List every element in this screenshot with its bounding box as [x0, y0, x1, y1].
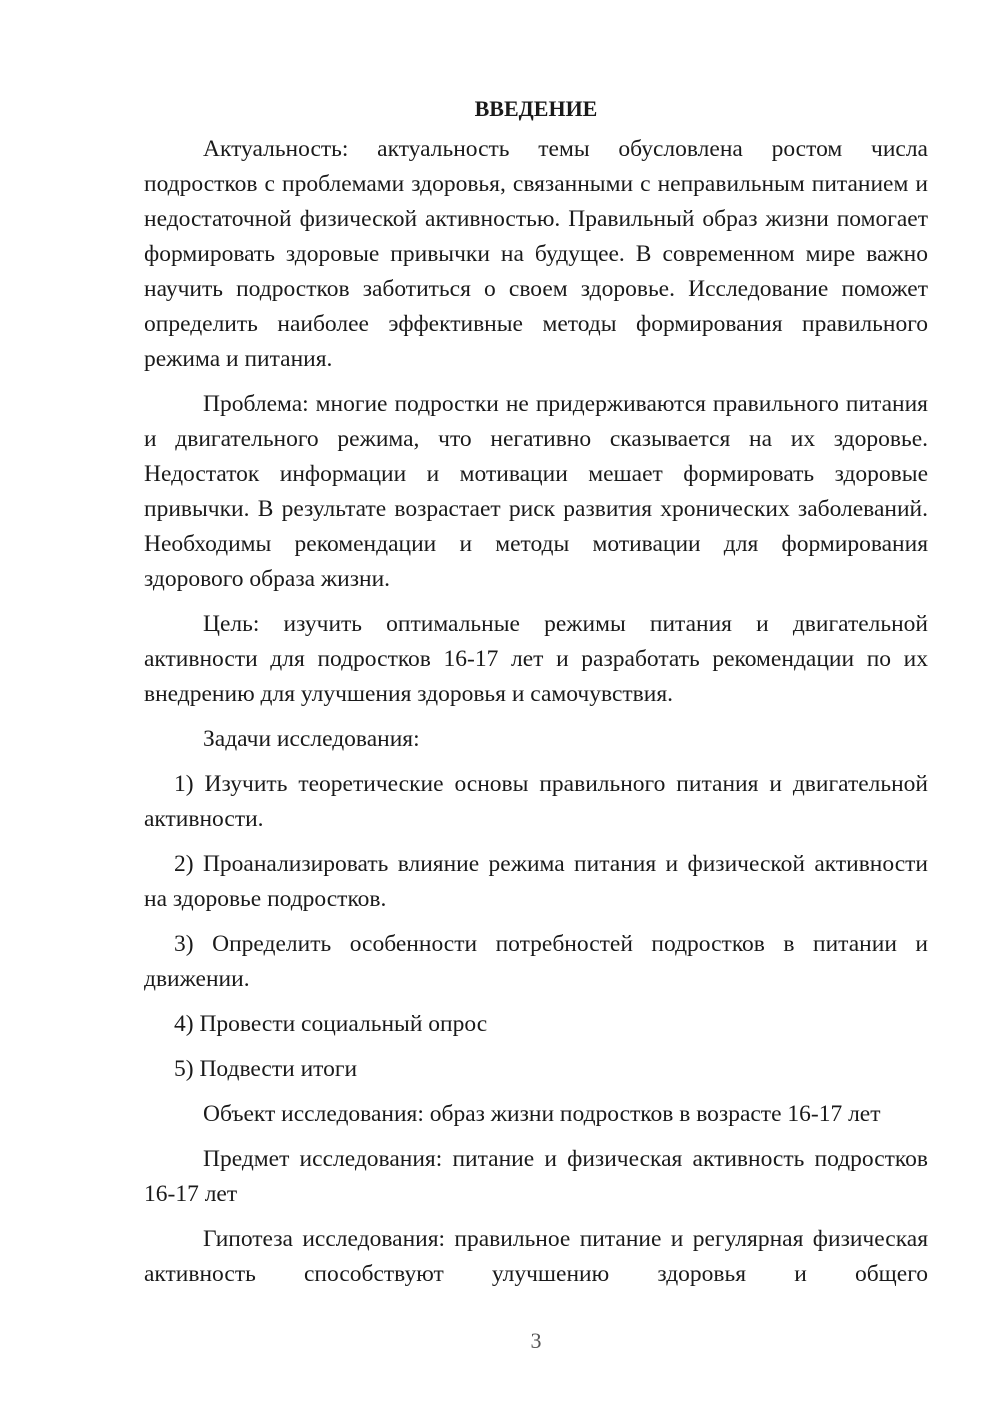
page-number: 3	[530, 1328, 542, 1353]
task-item-3: 3) Определить особенности потребностей подростков в питании и движении.	[144, 931, 928, 992]
task-item-5: 5) Подвести итоги	[174, 1056, 358, 1082]
task-item-2: 2) Проанализировать влияние режима питания и физической активности на здоровье подростков.	[144, 851, 928, 912]
paragraph-object: Объект исследования: образ жизни подростков в возрасте 16-17 лет	[203, 1101, 881, 1127]
paragraph-problem: Проблема: многие подростки не придерживаются правильного питания и двигательного режима, что негативно сказывается на их здоровье. Недостаток информации и мотивации мешает формировать здоровые привычки. В результате возрастает риск развития хронических заболеваний. Необходимы рекомендации и методы мотивации для формирования здорового образа жизни.	[144, 391, 928, 592]
task-item-1: 1) Изучить теоретические основы правильного питания и двигательной активности.	[144, 771, 928, 832]
paragraph-subject: Предмет исследования: питание и физическая активность подростков 16-17 лет	[144, 1146, 928, 1207]
document-page	[144, 92, 928, 1302]
paragraph-tasks-heading: Задачи исследования:	[203, 726, 420, 752]
paragraph-hypothesis: Гипотеза исследования: правильное питание и регулярная физическая активность способствуют улучшению здоровья и общего	[144, 1226, 928, 1287]
page-title: ВВЕДЕНИЕ	[474, 96, 598, 121]
paragraph-goal: Цель: изучить оптимальные режимы питания и двигательной активности для подростков 16-17 лет и разработать рекомендации по их внедрению для улучшения здоровья и самочувствия.	[144, 611, 928, 707]
task-item-4: 4) Провести социальный опрос	[174, 1011, 488, 1037]
paragraph-relevance: Актуальность: актуальность темы обусловлена ростом числа подростков с проблемами здоровья, связанными с неправильным питанием и недостаточной физической активностью. Правильный образ жизни помогает формировать здоровые привычки на будущее. В современном мире важно научить подростков заботиться о своем здоровье. Исследование поможет определить наиболее эффективные методы формирования правильного режима и питания.	[144, 136, 928, 372]
